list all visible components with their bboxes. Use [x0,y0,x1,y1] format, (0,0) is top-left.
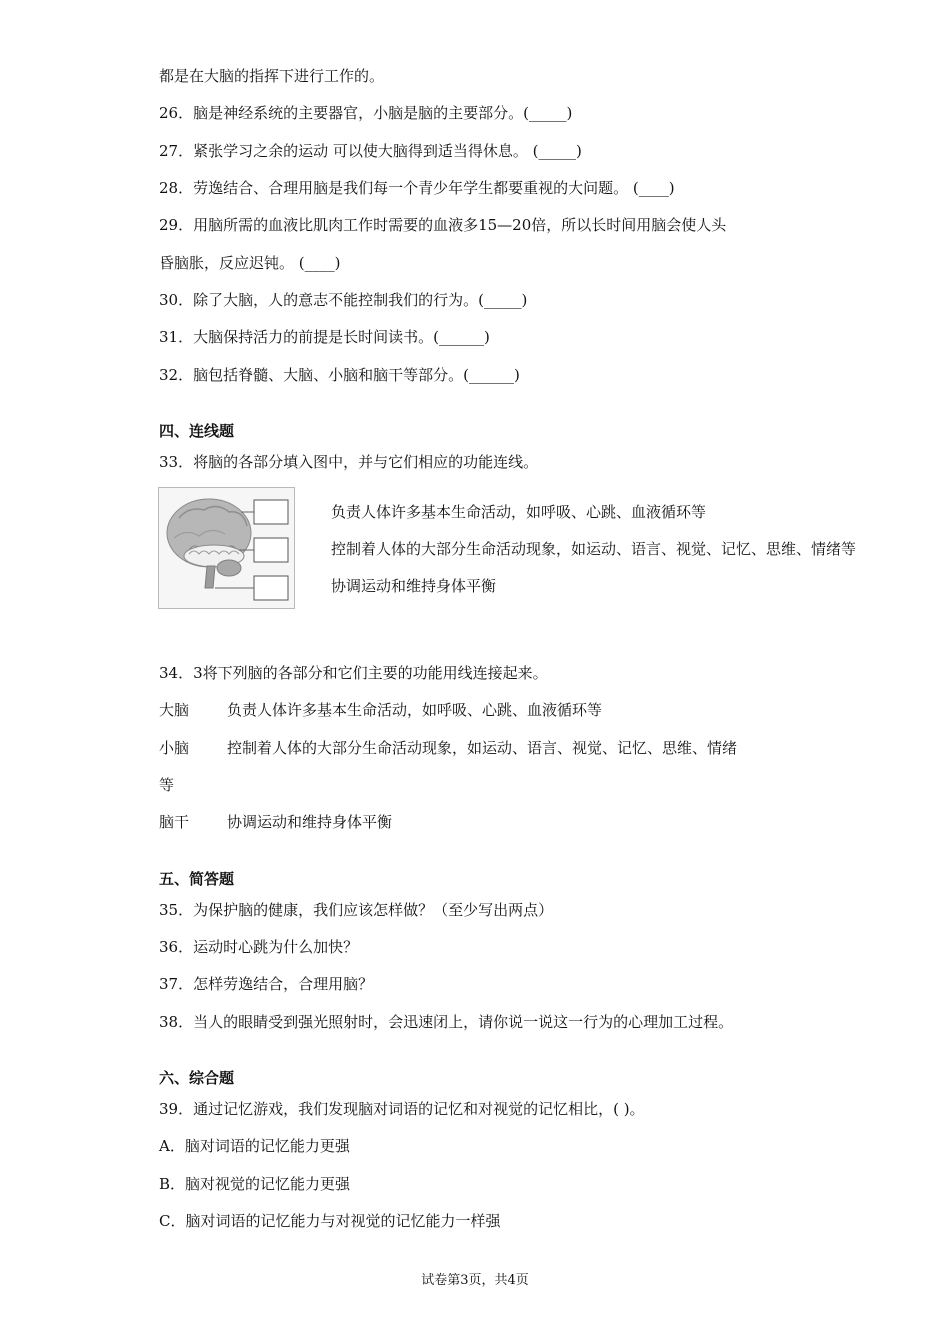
question-37: 37．怎样劳逸结合，合理用脑？ [159,975,374,993]
match-desc-2: 控制着人体的大部分生命活动现象，如运动、语言、视觉、记忆、思维、情绪 [227,739,738,757]
question-28: 28．劳逸结合、合理用脑是我们每一个青少年学生都要重视的大问题。 (____) [159,179,675,197]
option-a[interactable]: A．脑对词语的记忆能力更强 [159,1137,350,1155]
match-desc-1: 负责人体许多基本生命活动，如呼吸、心跳、血液循环等 [227,701,603,719]
function-3: 协调运动和维持身体平衡 [331,577,497,595]
label-box-bottom[interactable] [254,576,288,600]
question-26: 26．脑是神经系统的主要器官，小脑是脑的主要部分。(_____) [159,104,573,122]
question-33: 33．将脑的各部分填入图中，并与它们相应的功能连线。 [159,453,539,471]
match-part-2: 小脑 [159,739,190,757]
match-desc-3: 协调运动和维持身体平衡 [227,813,393,831]
function-2: 控制着人体的大部分生命活动现象，如运动、语言、视觉、记忆、思维、情绪等 [331,540,857,558]
option-c[interactable]: C．脑对词语的记忆能力与对视觉的记忆能力一样强 [159,1212,501,1230]
function-1: 负责人体许多基本生命活动，如呼吸、心跳、血液循环等 [331,503,707,521]
question-32: 32．脑包括脊髓、大脑、小脑和脑干等部分。(______) [159,366,520,384]
match-desc-2-wrap: 等 [159,776,175,794]
label-box-middle[interactable] [254,538,288,562]
page-footer: 试卷第3页，共4页 [421,1273,529,1288]
question-35: 35．为保护脑的健康，我们应该怎样做？（至少写出两点） [159,901,554,919]
match-part-3: 脑干 [159,813,190,831]
brain-illustration [159,488,294,608]
question-30: 30．除了大脑，人的意志不能控制我们的行为。(_____) [159,291,528,309]
match-part-1: 大脑 [159,701,190,719]
section-5-heading: 五、简答题 [159,870,235,888]
brain-diagram [158,487,295,609]
question-29-line2: 昏脑胀，反应迟钝。 (____) [159,254,341,272]
question-36: 36．运动时心跳为什么加快？ [159,938,359,956]
continued-text: 都是在大脑的指挥下进行工作的。 [159,67,385,85]
question-38: 38．当人的眼睛受到强光照射时，会迅速闭上，请你说一说这一行为的心理加工过程。 [159,1013,734,1031]
question-34: 34．3将下列脑的各部分和它们主要的功能用线连接起来。 [159,664,548,682]
question-27: 27．紧张学习之余的运动 可以使大脑得到适当得休息。 (_____) [159,142,582,160]
section-6-heading: 六、综合题 [159,1069,235,1087]
question-31: 31．大脑保持活力的前提是长时间读书。(______) [159,328,490,346]
question-39: 39．通过记忆游戏，我们发现脑对词语的记忆和对视觉的记忆相比，( )。 [159,1100,645,1118]
option-b[interactable]: B．脑对视觉的记忆能力更强 [159,1175,351,1193]
label-box-top[interactable] [254,500,288,524]
question-29-line1: 29．用脑所需的血液比肌肉工作时需要的血液多15—20倍，所以长时间用脑会使人头 [159,216,727,234]
section-4-heading: 四、连线题 [159,422,235,440]
